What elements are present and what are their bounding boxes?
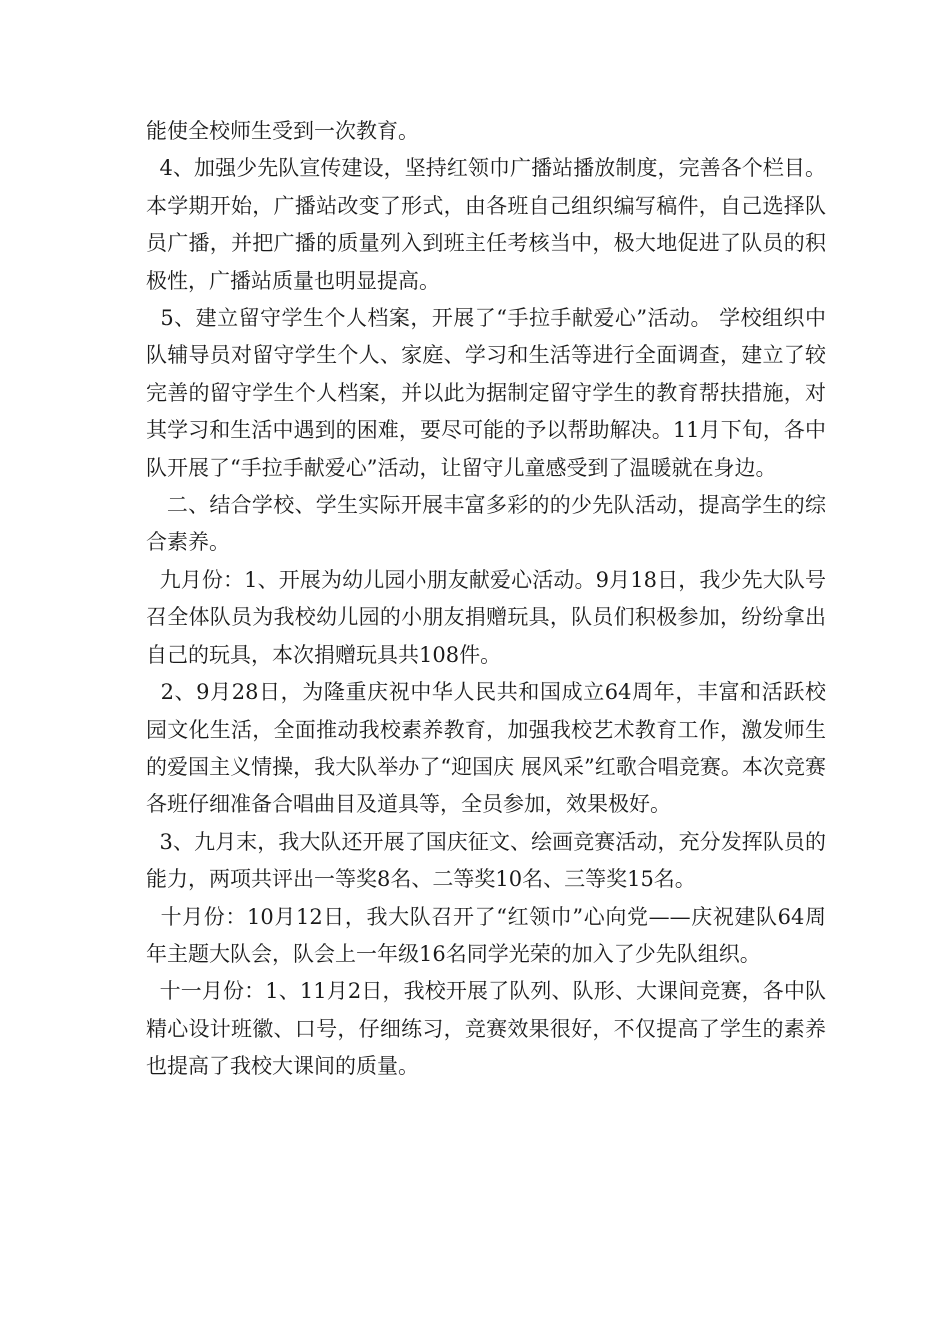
paragraph-september-1: 九月份：1、开展为幼儿园小朋友献爱心活动。9月18日，我少先大队号召全体队员为我校幼儿园的小朋友捐赠玩具，队员们积极参加，纷纷拿出自己的玩具，本次捐赠玩具共108件。: [146, 567, 826, 667]
paragraph-continuation: 能使全校师生受到一次教育。: [146, 119, 419, 143]
document-body: [146, 113, 826, 1086]
paragraph-september-3: 3、九月末，我大队还开展了国庆征文、绘画竞赛活动，充分发挥队员的能力，两项共评出一等奖8名、二等奖10名、三等奖15名。: [146, 829, 827, 892]
paragraph-publicity: 4、加强少先队宣传建设，坚持红领巾广播站播放制度，完善各个栏目。本学期开始，广播站改变了形式，由各班自己组织编写稿件，自己选择队员广播，并把广播的质量列入到班主任考核当中，极大地促进了队员的积极性，广播站质量也明显提高。: [146, 156, 827, 293]
paragraph-november-1: 十一月份：1、11月2日，我校开展了队列、队形、大课间竞赛，各中队精心设计班徽、口号，仔细练习，竞赛效果很好，不仅提高了学生的素养也提高了我校大课间的质量。: [146, 979, 826, 1079]
section-heading-activities: 二、结合学校、学生实际开展丰富多彩的的少先队活动，提高学生的综合素养。: [146, 493, 826, 555]
paragraph-october: 十月份：10月12日，我大队召开了“红领巾”心向党——庆祝建队64周年主题大队会，队会上一年级16名同学光荣的加入了少先队组织。: [146, 904, 826, 966]
paragraph-september-2: 2、9月28日，为隆重庆祝中华人民共和国成立64周年，丰富和活跃校园文化生活，全面推动我校素养教育，加强我校艺术教育工作，激发师生的爱国主义情操，我大队举办了“迎国庆 展风采”红歌合唱竞赛。本次竞赛各班仔细准备合唱曲目及道具等，全员参加，效果极好。: [146, 680, 826, 817]
paragraph-left-behind-students: 5、建立留守学生个人档案，开展了“手拉手献爱心”活动。 学校组织中队辅导员对留守学生个人、家庭、学习和生活等进行全面调查，建立了较完善的留守学生个人档案，并以此为据制定留守学生的教育帮扶措施，对其学习和生活中遇到的困难，要尽可能的予以帮助解决。11月下旬，各中队开展了“手拉手献爱心”活动，让留守儿童感受到了温暖就在身边。: [146, 306, 826, 480]
